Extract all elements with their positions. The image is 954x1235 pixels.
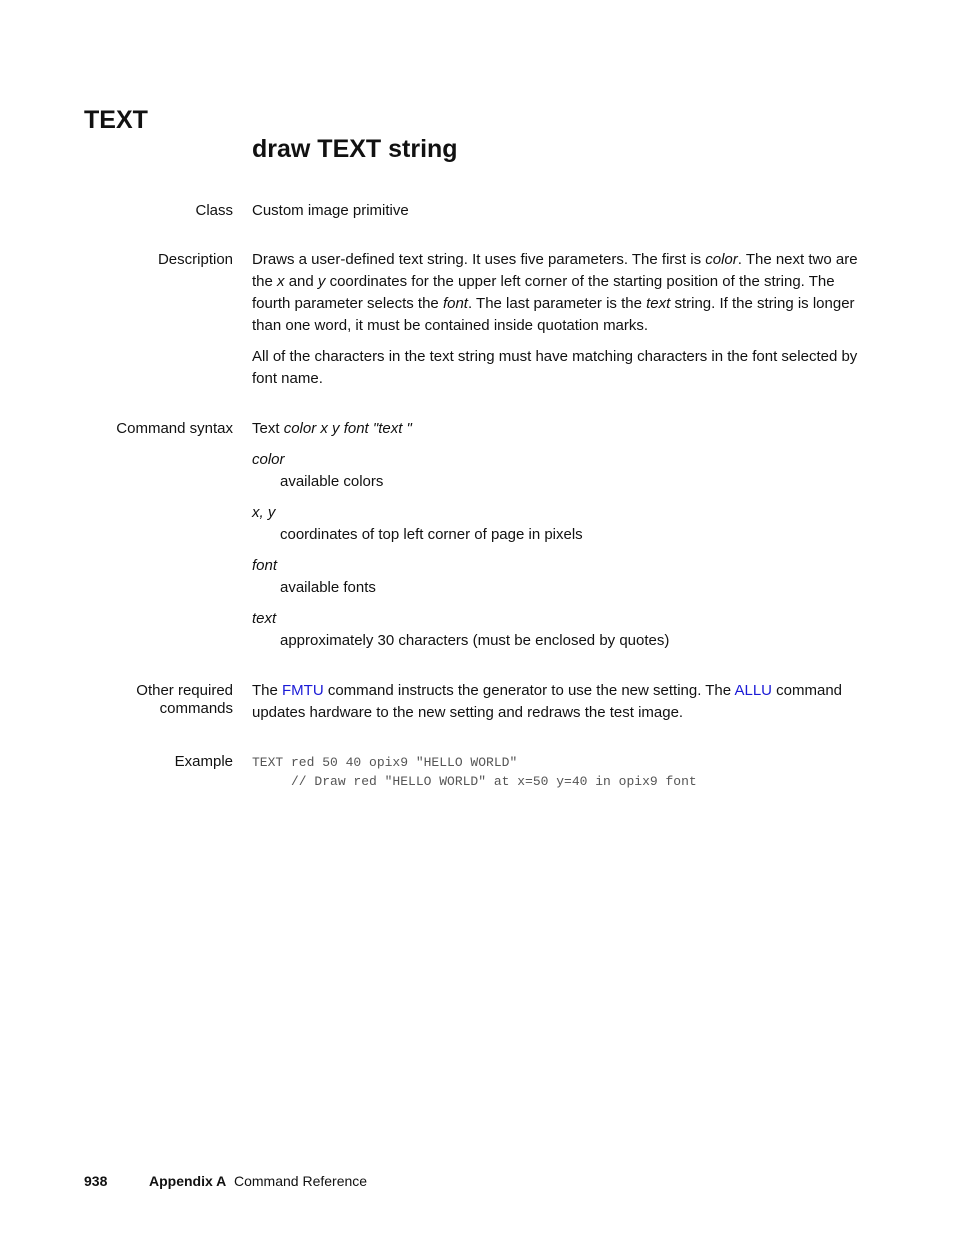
description-label: Description xyxy=(157,251,233,268)
fmtu-link[interactable]: FMTU xyxy=(282,682,324,699)
param-description: available fonts xyxy=(280,579,376,596)
footer-section-title: Command Reference xyxy=(234,1173,368,1189)
description-paragraph-1: Draws a user-defined text string. It uses five parameters. The first is color. The next two are the x and y coordinates for the upper left corner of the starting position of the string. The fourth parameter selects the font. The last parameter is the text string. If the string is longer than one word, it must be contained inside quotation marks. xyxy=(252,251,858,334)
other-commands-body xyxy=(252,680,874,724)
param-description: available colors xyxy=(280,473,384,490)
example-label: Example xyxy=(174,753,233,770)
example-code-comment: // Draw red "HELLO WORLD" at x=50 y=40 in opix9 font xyxy=(252,774,697,789)
footer-appendix: Appendix A xyxy=(149,1173,227,1189)
description-body xyxy=(252,249,874,390)
other-commands-text: The FMTU command instructs the generator to use the new setting. The ALLU command updates hardware to the new setting and redraws the test image. xyxy=(252,682,843,721)
other-commands-label: Other required commands xyxy=(136,682,233,717)
param-description: coordinates of top left corner of page in pixels xyxy=(280,526,583,543)
example-code xyxy=(252,753,874,791)
param-name: text xyxy=(252,610,277,627)
param-description: approximately 30 characters (must be enclosed by quotes) xyxy=(280,632,670,649)
class-value: Custom image primitive xyxy=(252,202,409,219)
page-number: 938 xyxy=(84,1173,108,1189)
param-name: color xyxy=(252,451,285,468)
example-code-line: TEXT red 50 40 opix9 "HELLO WORLD" xyxy=(252,755,518,770)
param-name: x, y xyxy=(252,504,276,521)
command-name: TEXT xyxy=(84,106,148,134)
param-name: font xyxy=(252,557,278,574)
syntax-line: Text color x y font "text " xyxy=(252,420,412,437)
syntax-body xyxy=(252,418,874,652)
allu-link[interactable]: ALLU xyxy=(734,682,772,699)
class-label: Class xyxy=(195,202,233,219)
description-paragraph-2: All of the characters in the text string must have matching characters in the font selected by font name. xyxy=(252,348,858,387)
syntax-label: Command syntax xyxy=(116,420,233,437)
command-title: draw TEXT string xyxy=(252,135,458,163)
